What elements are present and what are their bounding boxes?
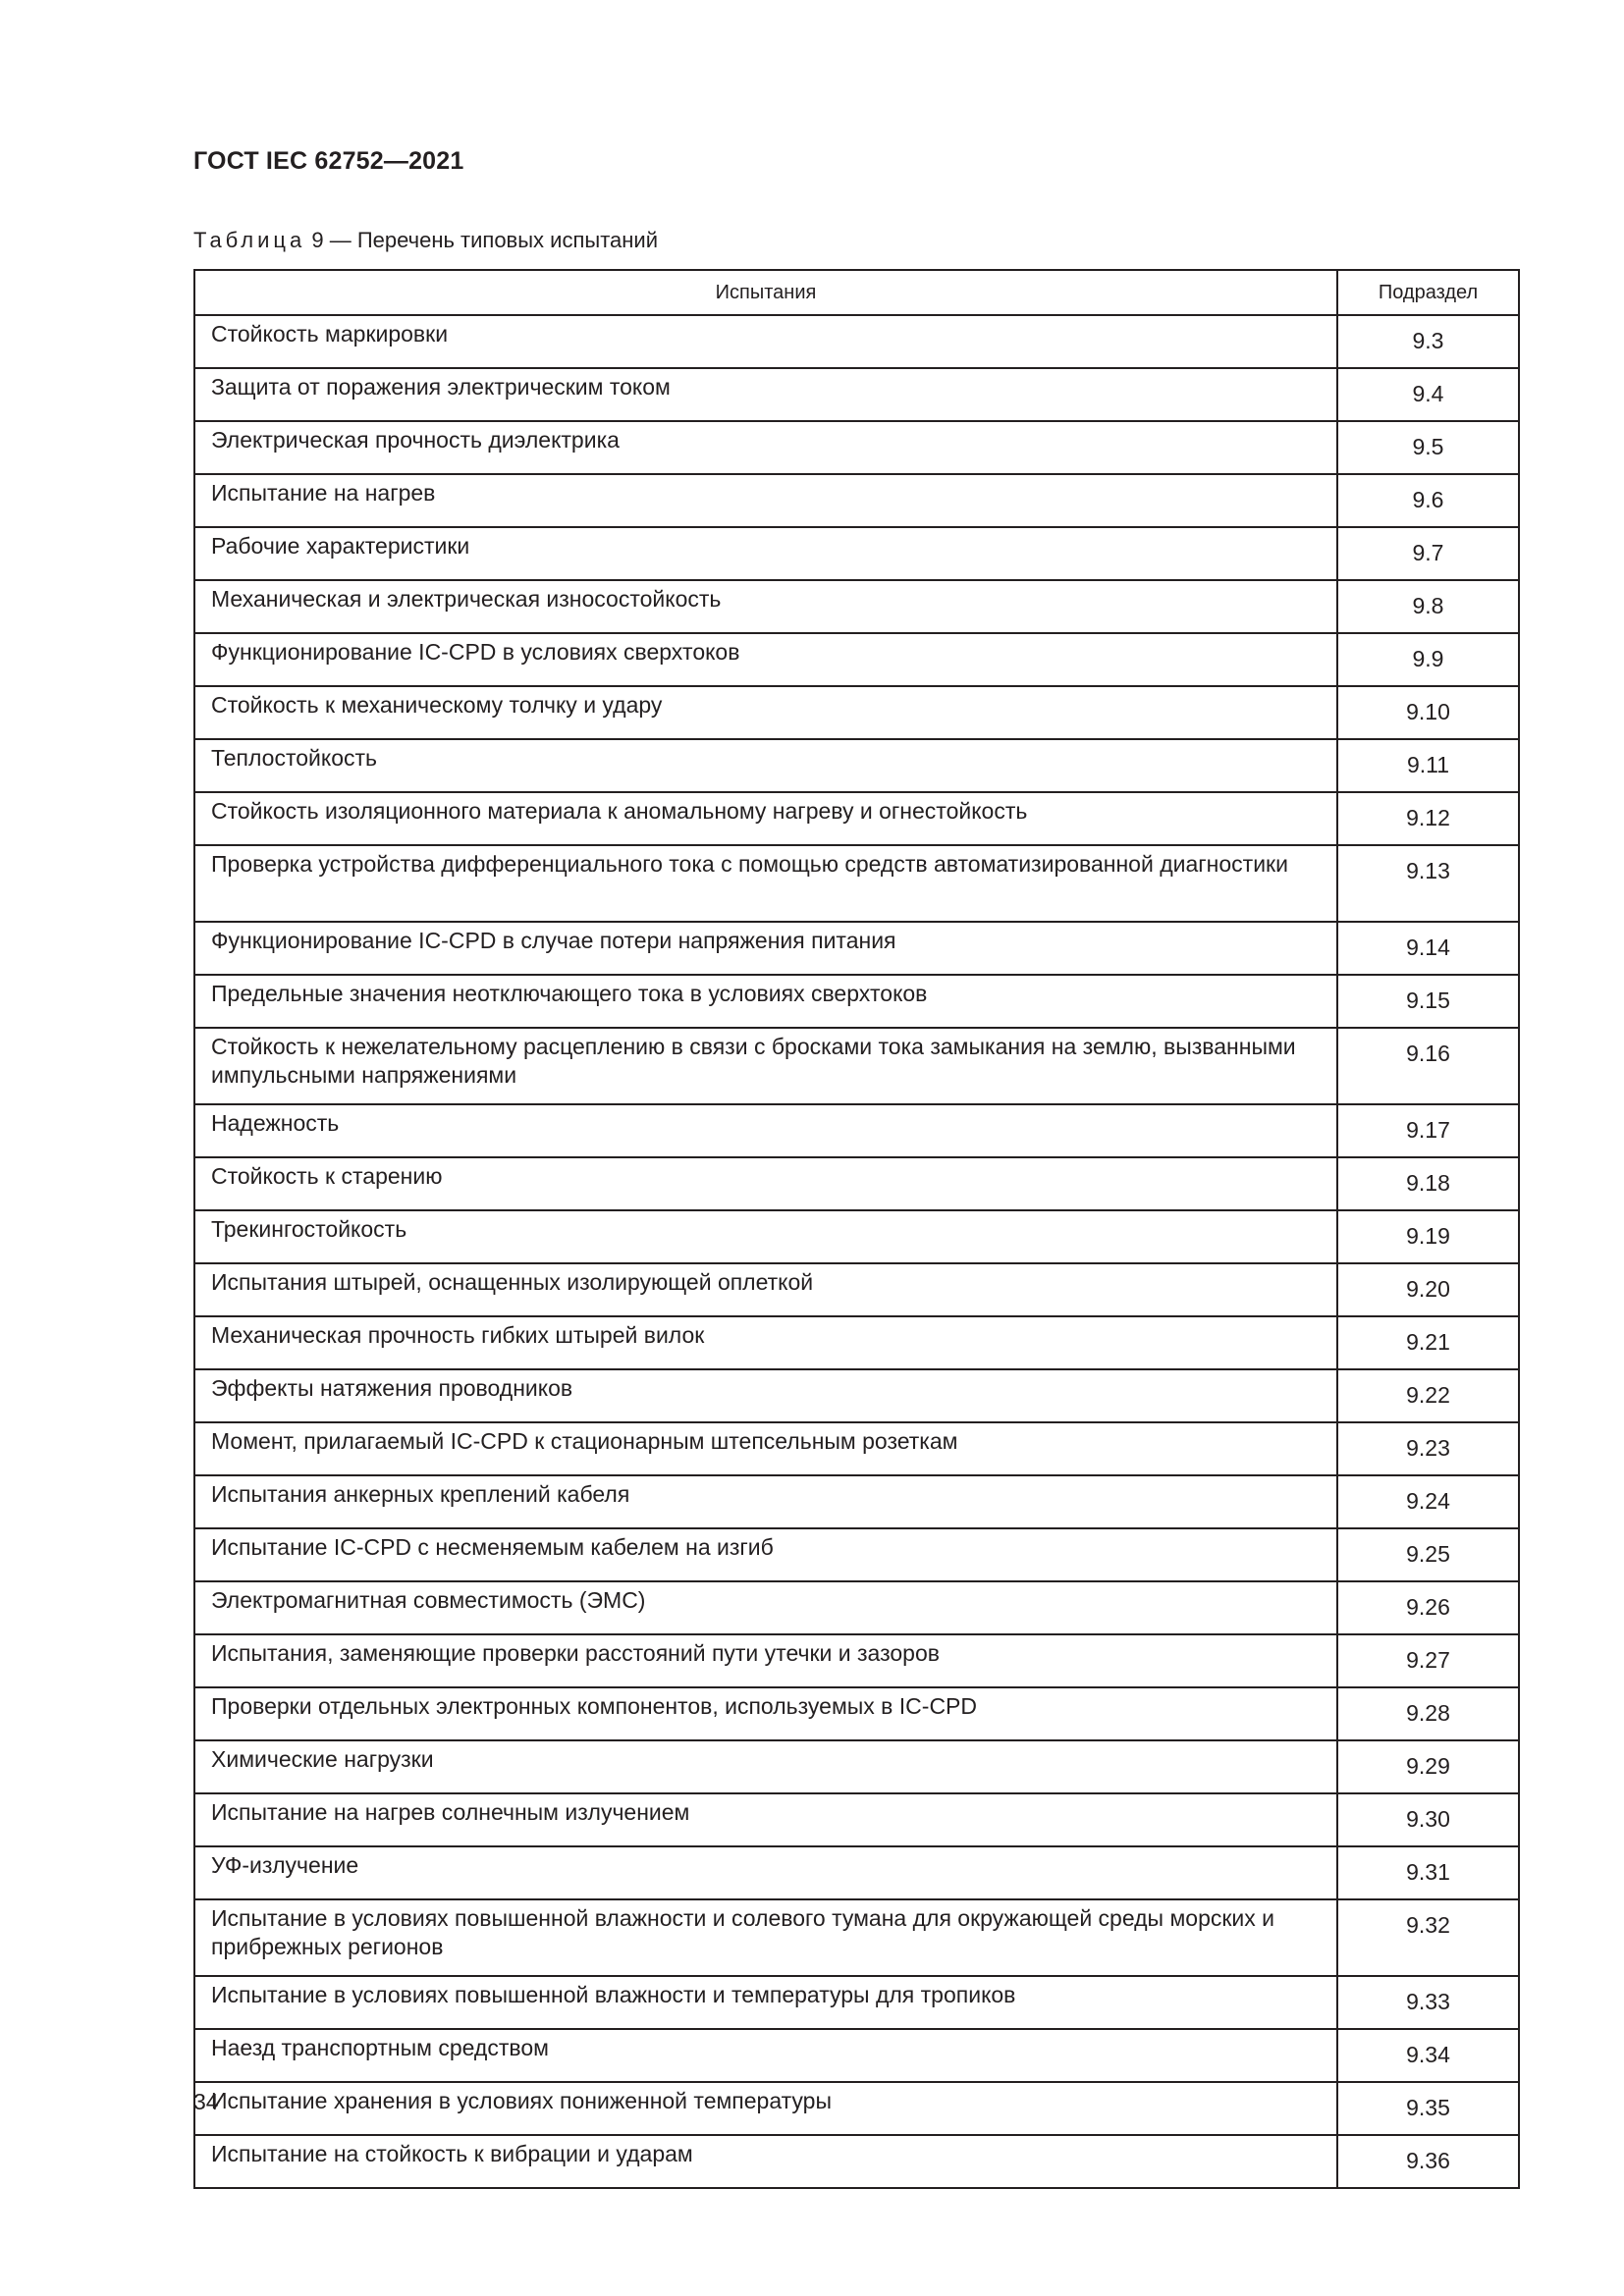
type-tests-table: [193, 269, 1520, 2189]
test-name-cell: Испытание IC-CPD с несменяемым кабелем на изгиб: [194, 1528, 1337, 1581]
test-name-cell: Механическая и электрическая износостойкость: [194, 580, 1337, 633]
subsection-cell: 9.34: [1337, 2029, 1519, 2082]
subsection-cell: 9.24: [1337, 1475, 1519, 1528]
subsection-cell: 9.21: [1337, 1316, 1519, 1369]
table-row: [194, 1028, 1519, 1104]
table-row: [194, 1316, 1519, 1369]
table-row: [194, 315, 1519, 368]
table-row: [194, 792, 1519, 845]
test-name-cell: Теплостойкость: [194, 739, 1337, 792]
subsection-cell: 9.14: [1337, 922, 1519, 975]
subsection-cell: 9.9: [1337, 633, 1519, 686]
subsection-cell: 9.32: [1337, 1899, 1519, 1976]
subsection-cell: 9.23: [1337, 1422, 1519, 1475]
table-row: [194, 1634, 1519, 1687]
test-name-cell: Стойкость изоляционного материала к аномальному нагреву и огнестойкость: [194, 792, 1337, 845]
test-name-cell: Надежность: [194, 1104, 1337, 1157]
subsection-cell: 9.10: [1337, 686, 1519, 739]
test-name-cell: Испытание на стойкость к вибрации и ударам: [194, 2135, 1337, 2188]
subsection-cell: 9.33: [1337, 1976, 1519, 2029]
test-name-cell: Электромагнитная совместимость (ЭМС): [194, 1581, 1337, 1634]
subsection-cell: 9.18: [1337, 1157, 1519, 1210]
table-row: [194, 1263, 1519, 1316]
table-row: [194, 1846, 1519, 1899]
test-name-cell: Рабочие характеристики: [194, 527, 1337, 580]
test-name-cell: Защита от поражения электрическим током: [194, 368, 1337, 421]
table-row: [194, 474, 1519, 527]
test-name-cell: Функционирование IC-CPD в условиях сверхтоков: [194, 633, 1337, 686]
table-row: [194, 845, 1519, 922]
test-name-cell: Испытание на нагрев: [194, 474, 1337, 527]
test-name-cell: Стойкость к нежелательному расцеплению в связи с бросками тока замыкания на землю, вызванными импульсными напряжениями: [194, 1028, 1337, 1104]
table-row: [194, 739, 1519, 792]
test-name-cell: Механическая прочность гибких штырей вилок: [194, 1316, 1337, 1369]
column-header-tests: Испытания: [194, 270, 1337, 315]
table-row: [194, 975, 1519, 1028]
subsection-cell: 9.28: [1337, 1687, 1519, 1740]
test-name-cell: Трекингостойкость: [194, 1210, 1337, 1263]
subsection-cell: 9.19: [1337, 1210, 1519, 1263]
subsection-cell: 9.20: [1337, 1263, 1519, 1316]
subsection-cell: 9.7: [1337, 527, 1519, 580]
subsection-cell: 9.27: [1337, 1634, 1519, 1687]
test-name-cell: Испытание хранения в условиях пониженной температуры: [194, 2082, 1337, 2135]
test-name-cell: Проверки отдельных электронных компонентов, используемых в IC-CPD: [194, 1687, 1337, 1740]
test-name-cell: Стойкость маркировки: [194, 315, 1337, 368]
subsection-cell: 9.29: [1337, 1740, 1519, 1793]
subsection-cell: 9.11: [1337, 739, 1519, 792]
test-name-cell: Испытания штырей, оснащенных изолирующей оплеткой: [194, 1263, 1337, 1316]
test-name-cell: Проверка устройства дифференциального тока с помощью средств автоматизированной диагностики: [194, 845, 1337, 922]
table-row: [194, 686, 1519, 739]
table-row: [194, 1581, 1519, 1634]
subsection-cell: 9.13: [1337, 845, 1519, 922]
table-row: [194, 1976, 1519, 2029]
page-number: 34: [193, 2089, 219, 2114]
table-row: [194, 2082, 1519, 2135]
subsection-cell: 9.8: [1337, 580, 1519, 633]
table-row: [194, 580, 1519, 633]
test-name-cell: Испытание в условиях повышенной влажности и температуры для тропиков: [194, 1976, 1337, 2029]
test-name-cell: Химические нагрузки: [194, 1740, 1337, 1793]
table-row: [194, 1740, 1519, 1793]
table-caption: [193, 228, 658, 253]
subsection-cell: 9.31: [1337, 1846, 1519, 1899]
test-name-cell: Наезд транспортным средством: [194, 2029, 1337, 2082]
table-row: [194, 1687, 1519, 1740]
table-row: [194, 1104, 1519, 1157]
table-row: [194, 1528, 1519, 1581]
subsection-cell: 9.17: [1337, 1104, 1519, 1157]
subsection-cell: 9.30: [1337, 1793, 1519, 1846]
subsection-cell: 9.22: [1337, 1369, 1519, 1422]
column-header-subsection: Подраздел: [1337, 270, 1519, 315]
subsection-cell: 9.25: [1337, 1528, 1519, 1581]
subsection-cell: 9.35: [1337, 2082, 1519, 2135]
table-row: [194, 2135, 1519, 2188]
test-name-cell: УФ-излучение: [194, 1846, 1337, 1899]
subsection-cell: 9.16: [1337, 1028, 1519, 1104]
test-name-cell: Предельные значения неотключающего тока в условиях сверхтоков: [194, 975, 1337, 1028]
test-name-cell: Стойкость к старению: [194, 1157, 1337, 1210]
table-row: [194, 1793, 1519, 1846]
table-row: [194, 421, 1519, 474]
subsection-cell: 9.26: [1337, 1581, 1519, 1634]
test-name-cell: Момент, прилагаемый IC-CPD к стационарным штепсельным розеткам: [194, 1422, 1337, 1475]
test-name-cell: Эффекты натяжения проводников: [194, 1369, 1337, 1422]
test-name-cell: Испытания анкерных креплений кабеля: [194, 1475, 1337, 1528]
table-row: [194, 922, 1519, 975]
table-row: [194, 527, 1519, 580]
subsection-cell: 9.5: [1337, 421, 1519, 474]
table-header-row: [194, 270, 1519, 315]
test-name-cell: Стойкость к механическому толчку и удару: [194, 686, 1337, 739]
table-caption-text: 9 — Перечень типовых испытаний: [305, 228, 658, 252]
table-row: [194, 1475, 1519, 1528]
subsection-cell: 9.6: [1337, 474, 1519, 527]
table-caption-label: Таблица: [193, 228, 306, 252]
table-row: [194, 1369, 1519, 1422]
subsection-cell: 9.36: [1337, 2135, 1519, 2188]
subsection-cell: 9.15: [1337, 975, 1519, 1028]
table-row: [194, 1210, 1519, 1263]
document-header: ГОСТ IEC 62752—2021: [193, 147, 464, 175]
test-name-cell: Электрическая прочность диэлектрика: [194, 421, 1337, 474]
test-name-cell: Испытание на нагрев солнечным излучением: [194, 1793, 1337, 1846]
table-row: [194, 1157, 1519, 1210]
subsection-cell: 9.3: [1337, 315, 1519, 368]
table-row: [194, 1422, 1519, 1475]
test-name-cell: Испытания, заменяющие проверки расстояний пути утечки и зазоров: [194, 1634, 1337, 1687]
table-row: [194, 633, 1519, 686]
table-row: [194, 2029, 1519, 2082]
table-row: [194, 368, 1519, 421]
test-name-cell: Испытание в условиях повышенной влажности и солевого тумана для окружающей среды морских и прибрежных регионов: [194, 1899, 1337, 1976]
table-row: [194, 1899, 1519, 1976]
subsection-cell: 9.4: [1337, 368, 1519, 421]
subsection-cell: 9.12: [1337, 792, 1519, 845]
test-name-cell: Функционирование IC-CPD в случае потери напряжения питания: [194, 922, 1337, 975]
